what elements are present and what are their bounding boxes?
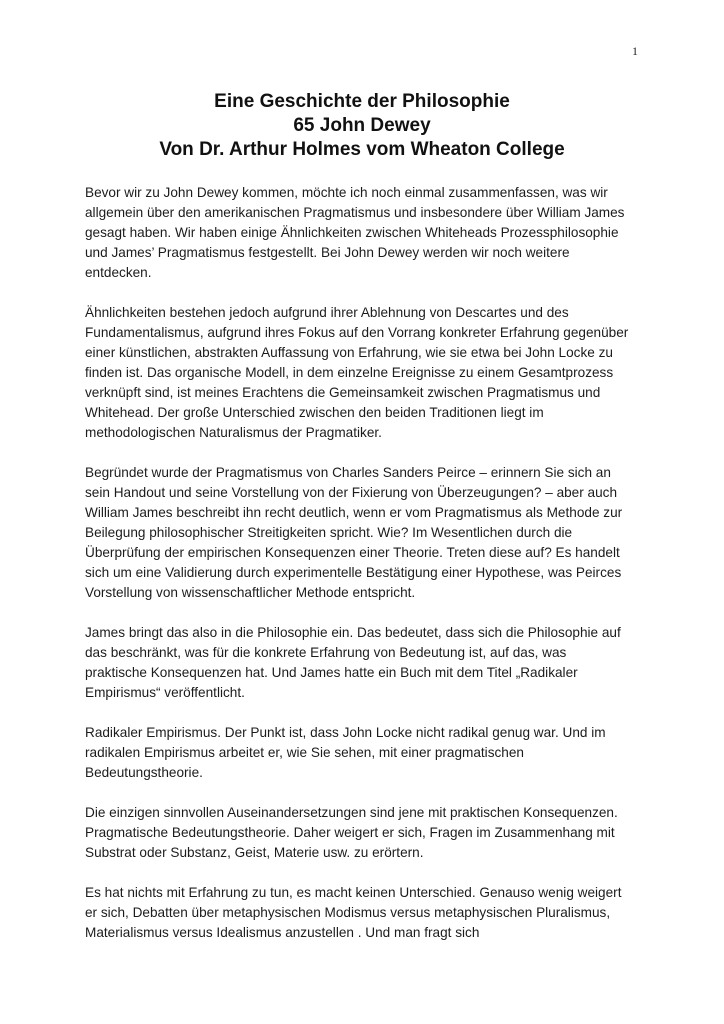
- title-line-lecture: 65 John Dewey: [293, 115, 431, 136]
- paragraph: Es hat nichts mit Erfahrung zu tun, es macht keinen Unterschied. Genauso wenig weigert er sich, Debatten über metaphysischen Modismus versus metaphysischen Pluralismus, Materialismus versus Idealismus anzustellen . Und man fragt sich: [85, 885, 622, 940]
- paragraph: Bevor wir zu John Dewey kommen, möchte ich noch einmal zusammenfassen, was wir allgemein über den amerikanischen Pragmatismus und insbesondere über William James gesagt haben. Wir haben einige Ähnlichkeiten zwischen Whiteheads Prozessphilosophie und James’ Pragmatismus festgestellt. Bei John Dewey werden wir noch weitere entdecken.: [85, 185, 625, 280]
- paragraph: Die einzigen sinnvollen Auseinandersetzungen sind jene mit praktischen Konsequenzen. Pragmatische Bedeutungstheorie. Daher weigert er sich, Fragen im Zusammenhang mit Substrat oder Substanz, Geist, Materie usw. zu erörtern.: [85, 805, 618, 860]
- title-line-author: Von Dr. Arthur Holmes vom Wheaton College: [159, 139, 565, 160]
- paragraph: Begründet wurde der Pragmatismus von Charles Sanders Peirce – erinnern Sie sich an sein Handout und seine Vorstellung von der Fixierung von Überzeugungen? – aber auch William James beschreibt ihn recht deutlich, wenn er vom Pragmatismus als Methode zur Beilegung philosophischer Streitigkeiten spricht. Wie? Im Wesentlichen durch die Überprüfung der empirischen Konsequenzen einer Theorie. Treten diese auf? Es handelt sich um eine Validierung durch experimentelle Bestätigung einer Hypothese, was Peirces Vorstellung von wissenschaftlicher Methode entspricht.: [85, 465, 623, 600]
- page-number: 1: [632, 44, 638, 58]
- paragraph: Radikaler Empirismus. Der Punkt ist, dass John Locke nicht radikal genug war. Und im radikalen Empirismus arbeitet er, wie Sie sehen, mit einer pragmatischen Bedeutungstheorie.: [85, 725, 606, 780]
- body-text: [85, 183, 630, 963]
- title-block: [60, 90, 664, 162]
- paragraph: Ähnlichkeiten bestehen jedoch aufgrund ihrer Ablehnung von Descartes und des Fundamentalismus, aufgrund ihres Fokus auf den Vorrang konkreter Erfahrung gegenüber einer künstlichen, abstrakten Auffassung von Erfahrung, wie sie etwa bei John Locke zu finden ist. Das organische Modell, in dem einzelne Ereignisse zu einem Gesamtprozess verknüpft sind, ist meines Erachtens die Gemeinsamkeit zwischen Pragmatismus und Whitehead. Der große Unterschied zwischen den beiden Traditionen liegt im methodologischen Naturalismus der Pragmatiker.: [85, 305, 629, 440]
- title-line-series: Eine Geschichte der Philosophie: [214, 91, 510, 112]
- paragraph: James bringt das also in die Philosophie ein. Das bedeutet, dass sich die Philosophie auf das beschränkt, was für die konkrete Erfahrung von Bedeutung ist, auf das, was praktische Konsequenzen hat. Und James hatte ein Buch mit dem Titel „Radikaler Empirismus“ veröffentlicht.: [85, 625, 621, 700]
